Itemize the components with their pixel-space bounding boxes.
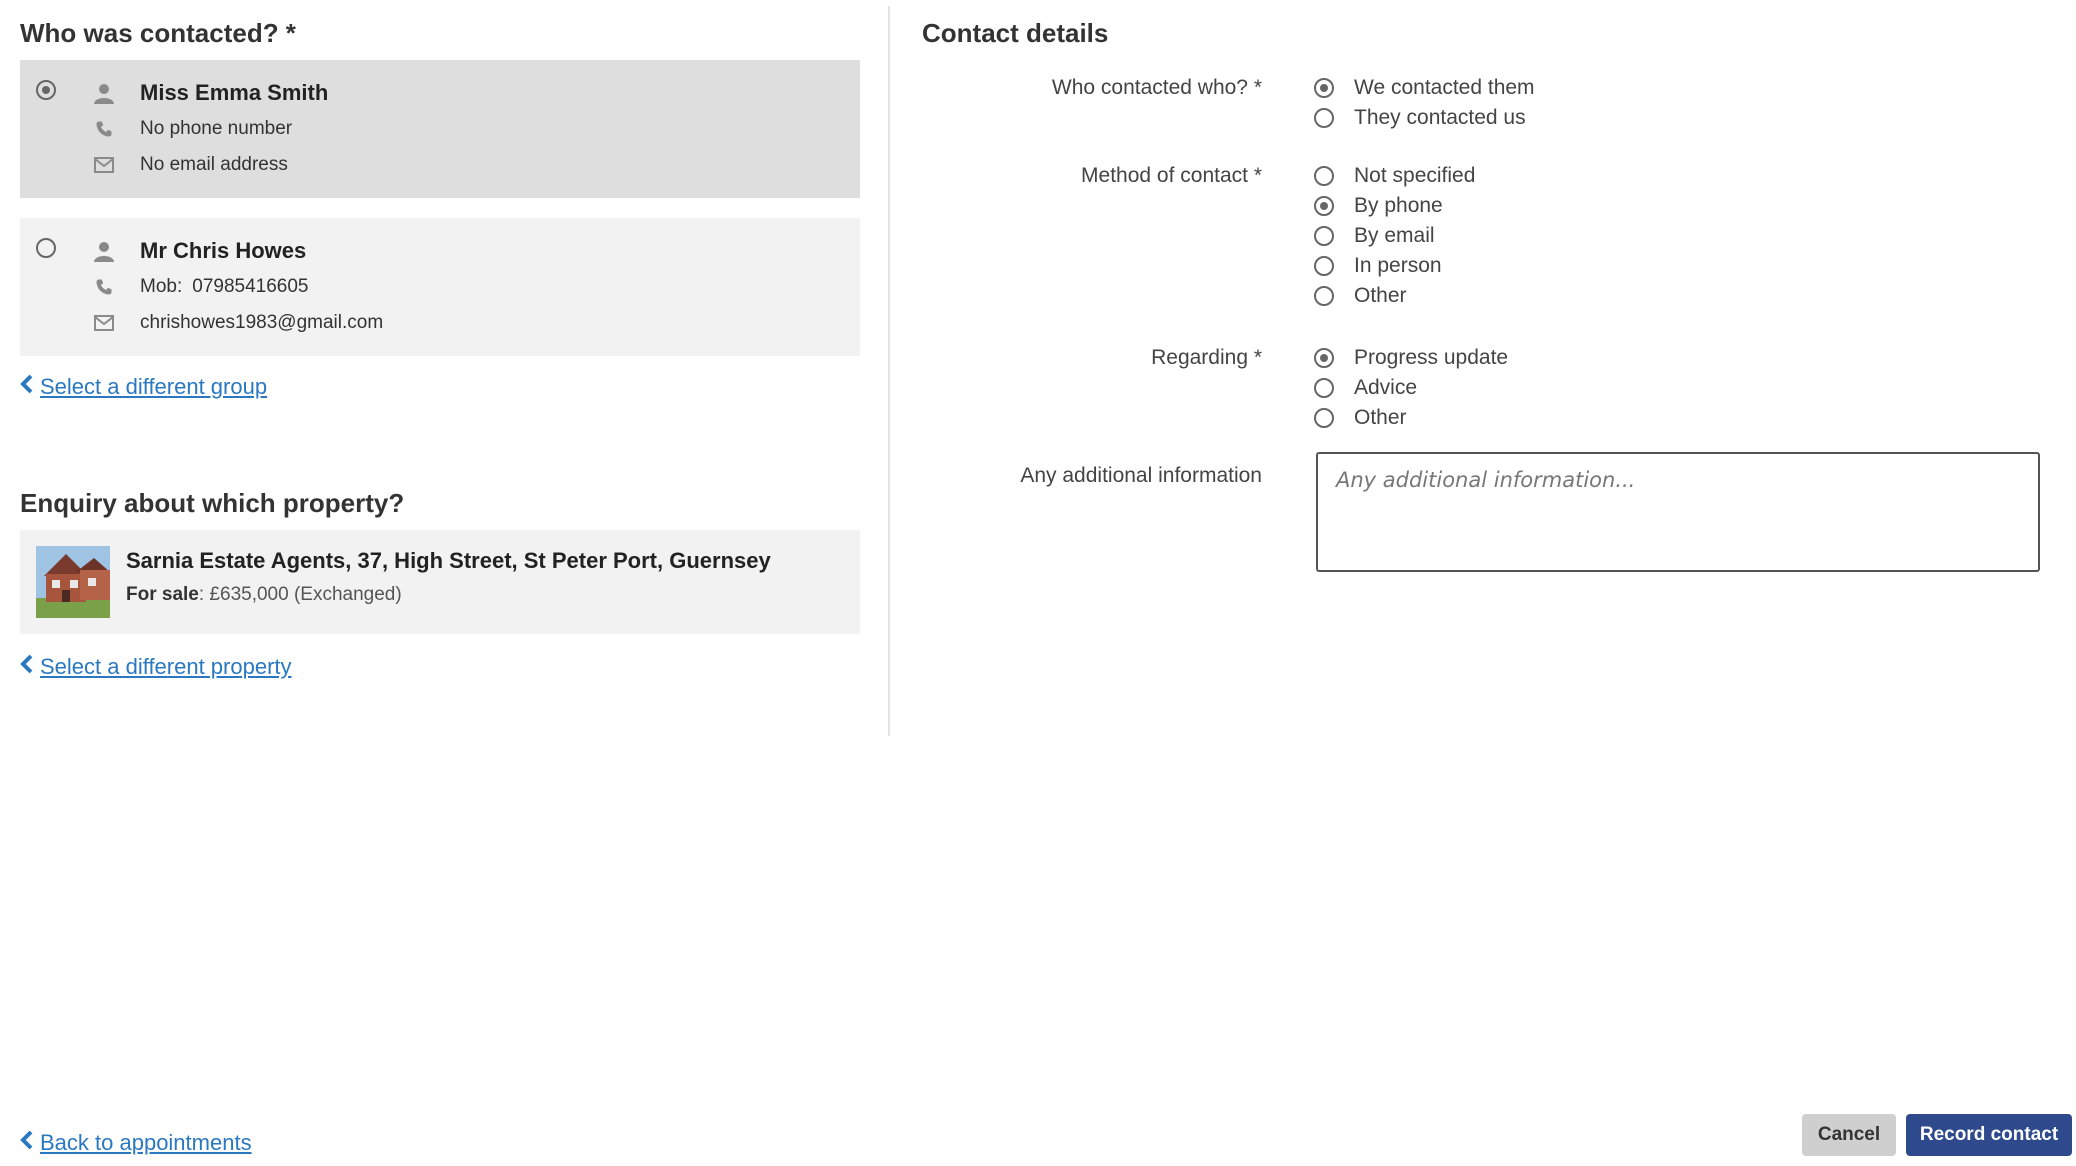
radio-method-other[interactable] — [1314, 286, 1334, 306]
contact-name: Mr Chris Howes — [140, 238, 307, 263]
option-we-contacted-them[interactable] — [1314, 76, 1535, 100]
select-different-property-label: Select a different property — [40, 654, 292, 679]
option-advice[interactable] — [1314, 376, 1417, 400]
contact-name: Miss Emma Smith — [140, 80, 329, 105]
radio-by-phone[interactable] — [1314, 196, 1334, 216]
option-progress-update[interactable] — [1314, 346, 1508, 370]
option-in-person[interactable] — [1314, 254, 1442, 278]
radio-in-person[interactable] — [1314, 256, 1334, 276]
contact-card-chris-howes[interactable] — [20, 218, 860, 356]
option-by-phone[interactable] — [1314, 194, 1443, 218]
contact-name-row — [92, 238, 306, 264]
who-contacted-label: Who contacted who? * — [1051, 76, 1262, 99]
envelope-icon — [92, 315, 116, 331]
option-label: In person — [1354, 254, 1442, 277]
chevron-left-icon — [20, 654, 34, 680]
contact-radio-chris-howes[interactable] — [36, 238, 56, 258]
property-status — [126, 584, 402, 606]
option-regarding-other[interactable] — [1314, 406, 1407, 430]
property-thumbnail — [36, 546, 110, 618]
additional-info-textarea[interactable]: Any additional information... — [1316, 452, 2040, 572]
back-to-appointments-link[interactable] — [20, 1130, 252, 1156]
option-label: They contacted us — [1354, 106, 1526, 129]
person-icon — [92, 81, 116, 105]
contact-card-emma-smith[interactable] — [20, 60, 860, 198]
radio-progress-update[interactable] — [1314, 348, 1334, 368]
contact-name-row — [92, 80, 328, 106]
regarding-label: Regarding * — [1151, 346, 1262, 369]
contact-phone: No phone number — [140, 118, 293, 139]
property-status-detail: : £635,000 (Exchanged) — [198, 584, 402, 605]
property-card[interactable] — [20, 530, 860, 634]
option-label: By email — [1354, 224, 1435, 247]
contact-phone-row — [92, 276, 309, 298]
option-they-contacted-us[interactable] — [1314, 106, 1526, 130]
record-contact-button[interactable]: Record contact — [1906, 1114, 2072, 1156]
option-method-other[interactable] — [1314, 284, 1407, 308]
additional-info-label: Any additional information — [1020, 464, 1262, 487]
option-label: Progress update — [1354, 346, 1509, 369]
option-label: We contacted them — [1354, 76, 1535, 99]
phone-icon — [92, 120, 116, 138]
radio-we-contacted-them[interactable] — [1314, 78, 1334, 98]
person-icon — [92, 239, 116, 263]
chevron-left-icon — [20, 1130, 34, 1156]
contact-radio-emma-smith[interactable] — [36, 80, 56, 100]
contact-phone-row — [92, 118, 292, 140]
option-label: Other — [1354, 406, 1407, 429]
cancel-button[interactable]: Cancel — [1802, 1114, 1896, 1156]
option-label: Other — [1354, 284, 1407, 307]
property-status-label: For sale — [126, 584, 199, 605]
option-label: Not specified — [1354, 164, 1476, 187]
chevron-left-icon — [20, 374, 34, 400]
property-title: Sarnia Estate Agents, 37, High Street, St Peter Port, Guernsey — [126, 548, 771, 573]
radio-they-contacted-us[interactable] — [1314, 108, 1334, 128]
property-heading: Enquiry about which property? — [20, 488, 405, 518]
radio-not-specified[interactable] — [1314, 166, 1334, 186]
contact-email: No email address — [140, 154, 288, 175]
option-label: By phone — [1354, 194, 1443, 217]
contact-phone-prefix: Mob: — [140, 276, 183, 297]
contact-email-row — [92, 154, 288, 176]
option-by-email[interactable] — [1314, 224, 1435, 248]
option-not-specified[interactable] — [1314, 164, 1475, 188]
contact-details-heading: Contact details — [922, 18, 1109, 48]
radio-by-email[interactable] — [1314, 226, 1334, 246]
envelope-icon — [92, 157, 116, 173]
contact-email-link[interactable]: chrishowes1983@gmail.com — [140, 312, 384, 333]
select-different-group-label: Select a different group — [40, 374, 268, 399]
select-different-group-link[interactable] — [20, 374, 267, 400]
method-of-contact-label: Method of contact * — [1081, 164, 1262, 187]
contact-email-row — [92, 312, 383, 334]
select-different-property-link[interactable] — [20, 654, 292, 680]
contact-phone-link[interactable]: 07985416605 — [192, 276, 309, 297]
radio-regarding-other[interactable] — [1314, 408, 1334, 428]
back-to-appointments-label: Back to appointments — [40, 1130, 252, 1155]
column-divider — [888, 6, 890, 736]
radio-advice[interactable] — [1314, 378, 1334, 398]
who-contacted-heading: Who was contacted? * — [20, 18, 296, 48]
option-label: Advice — [1354, 376, 1418, 399]
phone-icon — [92, 278, 116, 296]
